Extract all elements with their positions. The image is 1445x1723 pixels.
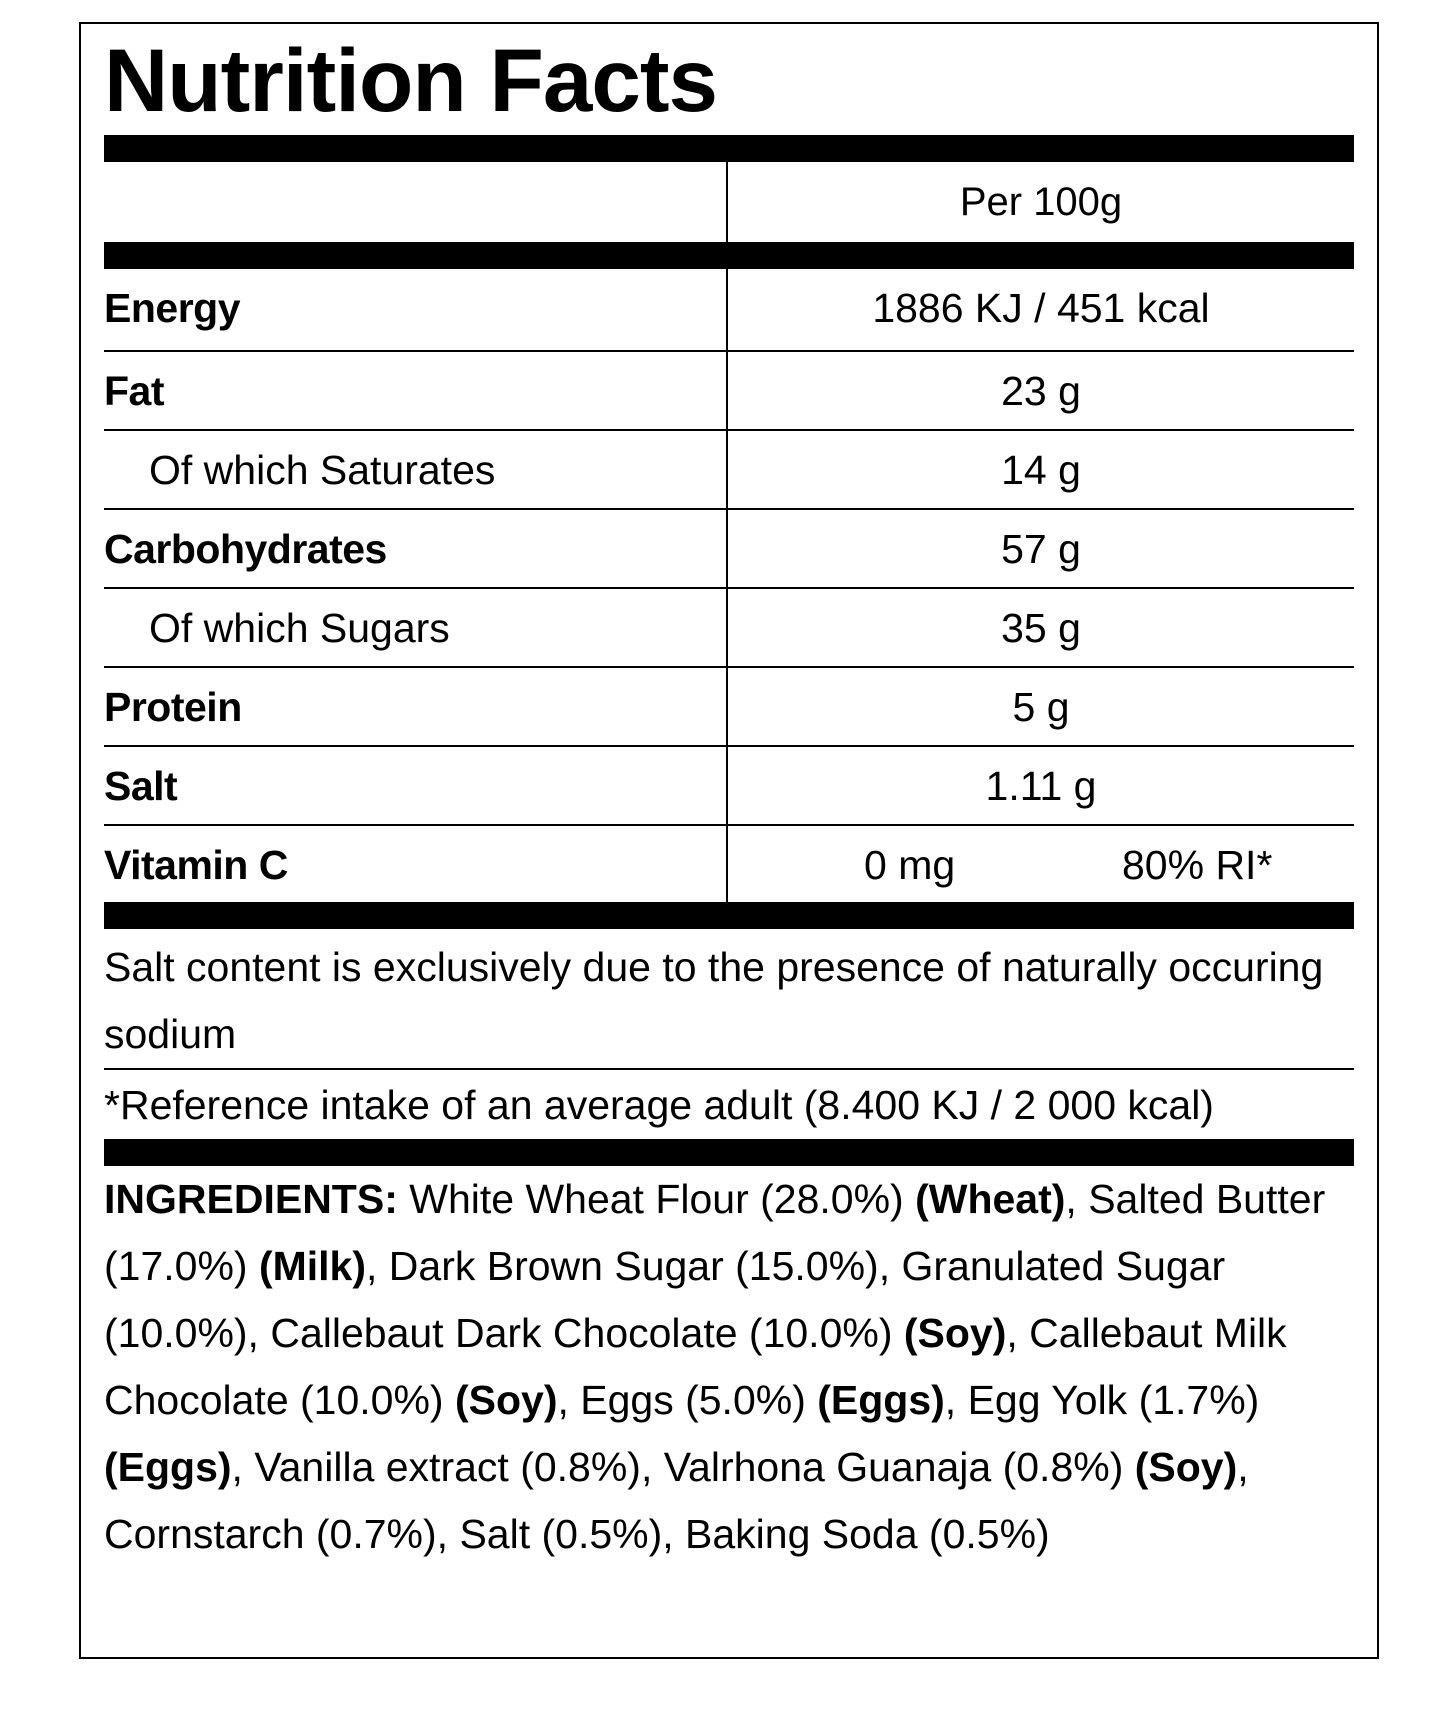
nutrient-row-fat xyxy=(104,352,1354,430)
nutrient-row-vitamin-c xyxy=(104,826,1354,904)
table-bottom-thick-divider xyxy=(104,902,1354,929)
salt-note: Salt content is exclusively due to the presence of naturally occuring sodium xyxy=(104,944,1324,1057)
nutrition-title: Nutrition Facts xyxy=(104,30,717,130)
reference-intake-percent: 80% RI* xyxy=(1122,842,1273,888)
allergen-text: (Soy) xyxy=(1134,1444,1238,1490)
ingredient-text: , Eggs (5.0%) xyxy=(557,1377,818,1423)
ingredient-text: , Egg Yolk (1.7%) xyxy=(944,1377,1260,1423)
header-thick-divider xyxy=(104,242,1354,269)
allergen-text: (Milk) xyxy=(258,1243,366,1289)
note-divider xyxy=(104,1068,1354,1070)
allergen-text: (Wheat) xyxy=(915,1176,1066,1222)
nutrient-row-protein xyxy=(104,668,1354,746)
ingredient-text: , Salted Butter (17.0%) xyxy=(104,1176,1326,1289)
nutrient-name: Fat xyxy=(104,368,164,414)
nutrient-name: Of which Saturates xyxy=(149,447,496,493)
ingredient-text: , Dark Brown Sugar (15.0%), Granulated Sugar (10.0%), Callebaut Dark Chocolate (10.0%) xyxy=(104,1243,1226,1356)
nutrient-row-sugars xyxy=(104,589,1354,667)
nutrient-value: 0 mg xyxy=(864,842,956,888)
nutrient-value: 1.11 g xyxy=(985,763,1097,809)
nutrient-row-energy xyxy=(104,269,1354,347)
allergen-text: (Soy) xyxy=(454,1377,558,1423)
nutrient-value: 23 g xyxy=(1001,368,1081,414)
nutrient-value: 1886 KJ / 451 kcal xyxy=(872,285,1210,331)
nutrient-name: Of which Sugars xyxy=(149,605,450,651)
nutrient-name: Energy xyxy=(104,285,240,331)
top-thick-divider xyxy=(104,135,1354,162)
reference-intake-note: *Reference intake of an average adult (8.400 KJ / 2 000 kcal) xyxy=(104,1082,1214,1128)
nutrient-name: Vitamin C xyxy=(104,842,288,888)
ingredient-text: , Callebaut Milk Chocolate (10.0%) xyxy=(104,1310,1287,1423)
table-header-row xyxy=(104,162,1354,242)
nutrient-name: Protein xyxy=(104,684,242,730)
nutrient-value: 14 g xyxy=(1001,447,1081,493)
ingredients-heading: INGREDIENTS: xyxy=(104,1176,398,1222)
allergen-text: (Eggs) xyxy=(104,1444,232,1490)
nutrient-row-salt xyxy=(104,747,1354,825)
nutrient-row-saturates xyxy=(104,431,1354,509)
ingredients-list xyxy=(104,1166,1334,1568)
nutrient-name: Carbohydrates xyxy=(104,526,387,572)
allergen-text: (Soy) xyxy=(903,1310,1007,1356)
allergen-text: (Eggs) xyxy=(817,1377,945,1423)
nutrient-row-carbohydrates xyxy=(104,510,1354,588)
per-100g-label: Per 100g xyxy=(959,180,1123,224)
nutrient-value: 5 g xyxy=(1012,684,1070,730)
nutrient-name: Salt xyxy=(104,763,178,809)
ingredient-text: , Vanilla extract (0.8%), Valrhona Guanaja (0.8%) xyxy=(231,1444,1135,1490)
ingredient-text: White Wheat Flour (28.0%) xyxy=(397,1176,916,1222)
ingredient-text: , Cornstarch (0.7%), Salt (0.5%), Baking Soda (0.5%) xyxy=(104,1444,1249,1557)
nutrient-value: 35 g xyxy=(1001,605,1081,651)
nutrient-value: 57 g xyxy=(1001,526,1081,572)
ingredients-thick-divider xyxy=(104,1139,1354,1166)
